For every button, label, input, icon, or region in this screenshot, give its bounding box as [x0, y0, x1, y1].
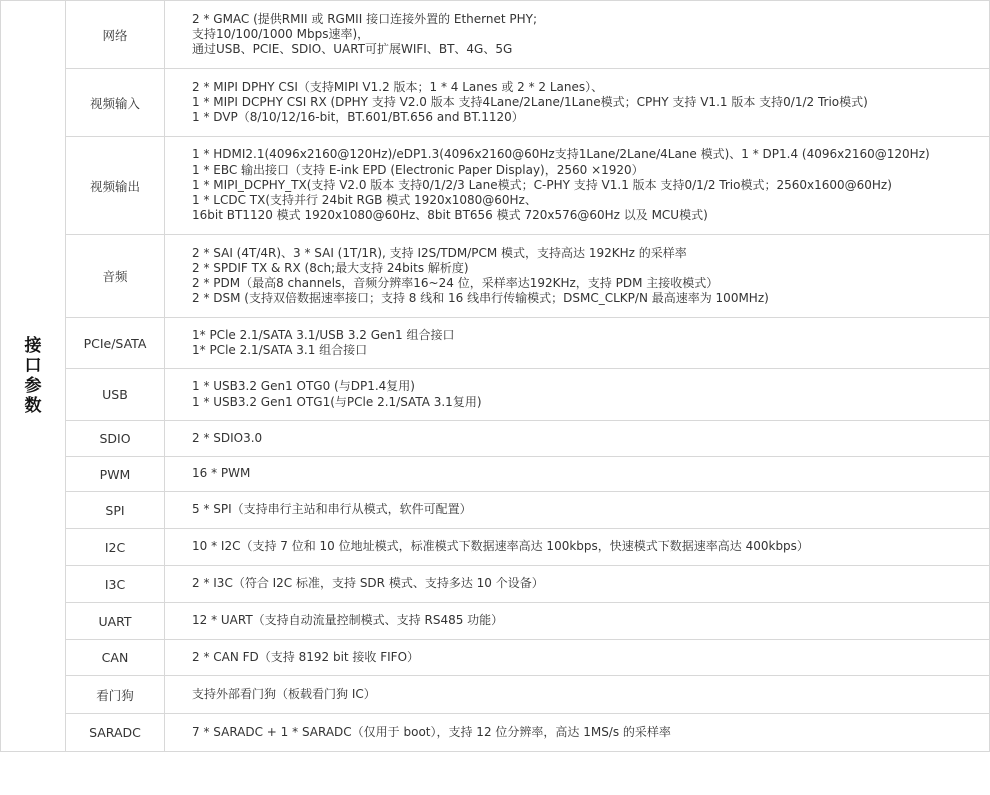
table-row [1, 1, 990, 69]
interface-name: PCIe/SATA [66, 318, 165, 369]
interface-description [165, 492, 990, 529]
description-line: 支持外部看门狗（板载看门狗 IC） [192, 686, 376, 701]
interface-description [165, 714, 990, 752]
interface-description [165, 235, 990, 318]
interface-description [165, 421, 990, 457]
table-row [1, 676, 990, 714]
group-label: 接口参数 [24, 336, 42, 416]
table-row [1, 421, 990, 457]
description-line: 2 * I3C（符合 I2C 标准，支持 SDR 模式、支持多达 10 个设备） [192, 576, 544, 591]
interface-name: UART [66, 603, 165, 640]
table-row [1, 369, 990, 421]
description-line: 1 * MIPI DCPHY CSI RX (DPHY 支持 V2.0 版本 支持4Lane/2Lane/1Lane模式；CPHY 支持 V1.1 版本 支持0/1/2 Trio模式) [192, 94, 868, 109]
interface-name: SDIO [66, 421, 165, 457]
table-row [1, 603, 990, 640]
table-row [1, 69, 990, 137]
description-line: 1* PCle 2.1/SATA 3.1 组合接口 [192, 343, 368, 357]
table-row [1, 566, 990, 603]
description-line: 支持10/100/1000 Mbps速率)， [192, 26, 370, 41]
description-line: 2 * MIPI DPHY CSI（支持MIPI V1.2 版本；1 * 4 Lanes 或 2 * 2 Lanes）、 [192, 79, 604, 94]
interface-description [165, 1, 990, 69]
description-line: 2 * PDM（最高8 channels，音频分辨率16~24 位，采样率达192KHz，支持 PDM 主接收模式） [192, 276, 719, 290]
interface-name: 视频输出 [66, 137, 165, 235]
interface-name: I3C [66, 566, 165, 603]
description-line: 7 * SARADC + 1 * SARADC（仅用于 boot），支持 12 位分辨率，高达 1MS/s 的采样率 [192, 724, 671, 739]
interface-name: USB [66, 369, 165, 421]
table-row [1, 457, 990, 492]
interface-name: 音频 [66, 235, 165, 318]
table-row [1, 137, 990, 235]
interface-description [165, 676, 990, 714]
table-row [1, 492, 990, 529]
spec-table-body [1, 1, 990, 752]
interface-name: SPI [66, 492, 165, 529]
description-line: 1 * MIPI_DCPHY_TX(支持 V2.0 版本 支持0/1/2/3 Lane模式；C-PHY 支持 V1.1 版本 支持0/1/2 Trio模式；2560x1600@60Hz) [192, 177, 892, 192]
table-row [1, 318, 990, 369]
description-line: 2 * CAN FD（支持 8192 bit 接收 FIFO） [192, 649, 420, 664]
description-line: 16bit BT1120 模式 1920x1080@60Hz、8bit BT656 模式 720x576@60Hz 以及 MCU模式) [192, 208, 708, 223]
interface-description [165, 529, 990, 566]
group-label-cell [1, 1, 66, 752]
table-row [1, 640, 990, 676]
interface-description [165, 369, 990, 421]
interface-description [165, 457, 990, 492]
interface-description [165, 566, 990, 603]
table-row [1, 235, 990, 318]
description-line: 5 * SPI（支持串行主站和串行从模式，软件可配置） [192, 502, 472, 517]
interface-name: SARADC [66, 714, 165, 752]
description-line: 1 * HDMI2.1(4096x2160@120Hz)/eDP1.3(4096x2160@60Hz支持1Lane/2Lane/4Lane 模式)、1 * DP1.4 (4096x2160@120Hz) [192, 147, 930, 162]
description-line: 12 * UART（支持自动流量控制模式、支持 RS485 功能） [192, 613, 504, 628]
interface-description [165, 137, 990, 235]
description-line: 1 * LCDC TX(支持并行 24bit RGB 模式 1920x1080@60Hz、 [192, 193, 537, 208]
table-row [1, 529, 990, 566]
description-line: 1* PCle 2.1/SATA 3.1/USB 3.2 Gen1 组合接口 [192, 327, 455, 342]
interface-name: PWM [66, 457, 165, 492]
description-line: 1 * EBC 输出接口（支持 E-ink EPD (Electronic Paper Display)，2560 ×1920） [192, 162, 644, 177]
interface-description [165, 640, 990, 676]
table-row [1, 714, 990, 752]
interface-name: I2C [66, 529, 165, 566]
interface-name: 视频输入 [66, 69, 165, 137]
description-line: 1 * USB3.2 Gen1 OTG1(与PCle 2.1/SATA 3.1复用) [192, 394, 482, 409]
interface-description [165, 69, 990, 137]
description-line: 2 * DSM (支持双倍数据速率接口；支持 8 线和 16 线串行传输模式；DSMC_CLKP/N 最高速率为 100MHz) [192, 291, 769, 306]
description-line: 2 * SPDIF TX & RX (8ch;最大支持 24bits 解析度) [192, 260, 469, 275]
description-line: 1 * DVP（8/10/12/16-bit，BT.601/BT.656 and BT.1120） [192, 110, 524, 125]
interface-description [165, 603, 990, 640]
interface-name: CAN [66, 640, 165, 676]
interface-name: 网络 [66, 1, 165, 69]
description-line: 通过USB、PCIE、SDIO、UART可扩展WIFI、BT、4G、5G [192, 42, 513, 57]
description-line: 2 * SAI (4T/4R)、3 * SAI (1T/1R), 支持 I2S/TDM/PCM 模式，支持高达 192KHz 的采样率 [192, 245, 687, 260]
description-line: 2 * SDIO3.0 [192, 430, 263, 445]
interface-name: 看门狗 [66, 676, 165, 714]
description-line: 2 * GMAC (提供RMII 或 RGMII 接口连接外置的 Ethernet PHY; [192, 11, 538, 26]
description-line: 1 * USB3.2 Gen1 OTG0 (与DP1.4复用) [192, 379, 415, 394]
interface-description [165, 318, 990, 369]
description-line: 16 * PWM [192, 466, 251, 481]
description-line: 10 * I2C（支持 7 位和 10 位地址模式，标准模式下数据速率高达 100kbps，快速模式下数据速率高达 400kbps） [192, 539, 809, 554]
